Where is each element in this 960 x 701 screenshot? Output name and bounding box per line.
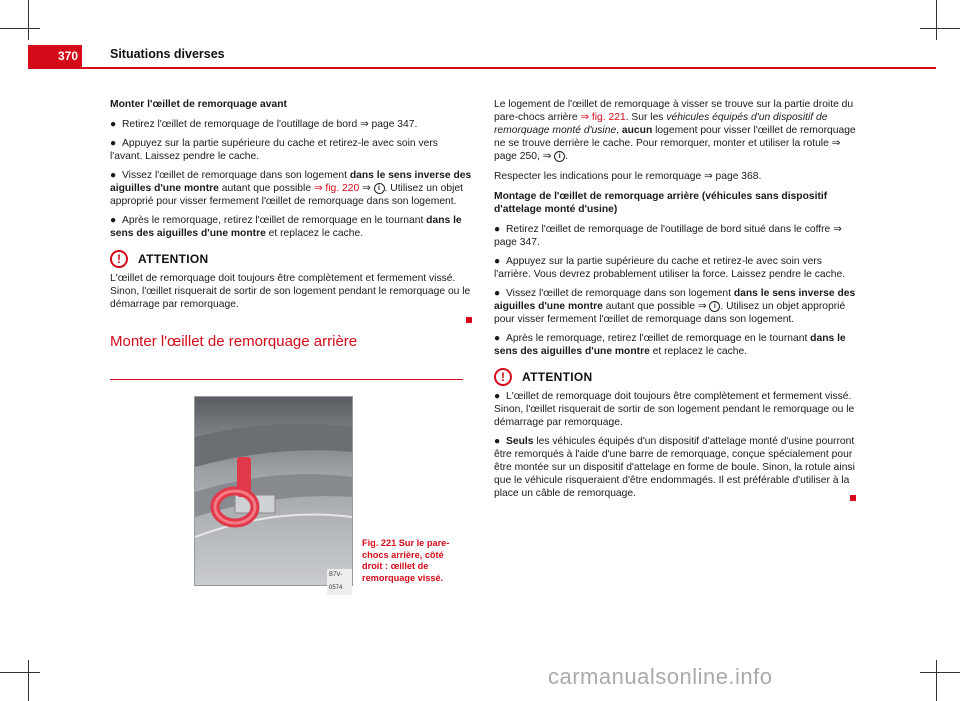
list-item: ● Appuyez sur la partie supérieure du cache et retirez-le avec soin vers l'avant. Laissez pendre le cache. [110, 138, 438, 162]
figure-image [194, 396, 353, 591]
figure-link[interactable]: ⇒ fig. 221 [580, 112, 626, 123]
figure-code: B7V-0574 [327, 569, 352, 595]
bullet-icon: ● [110, 215, 117, 226]
list-item: ● Appuyez sur la partie supérieure du cache et retirez-le avec soin vers l'arrière. Vous devrez probablement utiliser la force. Laissez pendre le cache. [494, 256, 846, 280]
info-icon: i [374, 183, 385, 194]
list-item: ● L'œillet de remorquage doit toujours être complètement et fermement vissé. Sinon, l'œillet risquerait de sortir de son logement pendant le remorquage ou le démarrage par remorquage. [494, 391, 855, 428]
crop-mark [0, 28, 40, 29]
bullet-icon: ● [110, 170, 117, 181]
bullet-icon: ● [110, 119, 117, 130]
list-item: ● Après le remorquage, retirez l'œillet de remorquage en le tournant dans le sens des aiguilles d'une montre et replacez le cache. [110, 215, 462, 239]
info-icon: i [709, 301, 720, 312]
end-mark [850, 495, 856, 501]
crop-mark [936, 660, 937, 701]
bullet-icon: ● [494, 333, 501, 344]
crop-mark [920, 28, 960, 29]
watermark: carmanualsonline.info [548, 664, 773, 689]
bullet-icon: ● [494, 288, 501, 299]
list-item: ● Vissez l'œillet de remorquage dans son logement dans le sens inverse des aiguilles d'une montre autant que possible ⇒ fig. 220 ⇒ i . Utilisez un objet approprié pour visser fermement l'œillet de remorquage dans son logement. [110, 170, 472, 207]
bullet-icon: ● [494, 256, 501, 267]
header-rule [28, 67, 936, 69]
bullet-icon: ● [110, 138, 117, 149]
crop-mark [936, 0, 937, 40]
left-column [110, 98, 472, 327]
crop-mark [28, 0, 29, 40]
section-heading: Monter l'œillet de remorquage avant [110, 99, 287, 110]
subsection-heading: Montage de l'œillet de remorquage arrière (véhicules sans dispositif d'attelage monté d'usine) [494, 191, 828, 215]
section-title: Monter l'œillet de remorquage arrière [110, 333, 358, 350]
attention-header [494, 368, 856, 386]
tow-eye-illustration [195, 397, 352, 585]
list-item: ● Après le remorquage, retirez l'œillet de remorquage en le tournant dans le sens des aiguilles d'une montre et replacez le cache. [494, 333, 846, 357]
list-item: ● Seuls les véhicules équipés d'un dispositif d'attelage monté d'usine pourront être remorqués à l'aide d'une barre de remorquage, conçue spécialement pour être montée sur un dispositif d'attelage en forme de boule. Sinon, la rotule ainsi que le véhicule risqueraient d'être endommagés. Il est préférable d'utiliser à la place un câble de remorquage. [494, 436, 855, 499]
crop-mark [920, 672, 960, 673]
attention-text: L'œillet de remorquage doit toujours être complètement et fermement vissé. Sinon, l'œillet risquerait de sortir de son logement pendant le remorquage ou le démarrage par remorquage. [110, 273, 471, 310]
list-item: ● Retirez l'œillet de remorquage de l'outillage de bord situé dans le coffre ⇒ page 347. [494, 224, 842, 248]
list-item: ● Retirez l'œillet de remorquage de l'outillage de bord ⇒ page 347. [110, 119, 418, 130]
end-mark [466, 317, 472, 323]
section-rule [110, 379, 463, 380]
crop-mark [0, 672, 40, 673]
attention-title: ATTENTION [522, 369, 593, 384]
crop-mark [28, 660, 29, 701]
running-title: Situations diverses [110, 47, 225, 61]
bullet-icon: ● [494, 436, 501, 447]
page-header [28, 45, 936, 67]
figure-caption: Fig. 221 Sur le pare-chocs arrière, côté droit : œillet de remorquage vissé. [362, 538, 450, 583]
right-column [494, 98, 856, 505]
bullet-icon: ● [494, 224, 501, 235]
info-icon: i [554, 151, 565, 162]
attention-header [110, 250, 472, 268]
warning-icon: ! [110, 250, 128, 268]
warning-icon: ! [494, 368, 512, 386]
towing-note: Respecter les indications pour le remorquage ⇒ page 368. [494, 171, 762, 182]
figure-link[interactable]: ⇒ fig. 220 [313, 183, 360, 194]
intro-paragraph: Le logement de l'œillet de remorquage à visser se trouve sur la partie droite du pare-chocs arrière ⇒ fig. 221. Sur les véhicules équipés d'un dispositif de remorquage monté d'usine, aucun logement pour visser l'œillet de remorquage ne se trouve derrière le cache. Pour remorquer, monter et utiliser la rotule ⇒ page 250, ⇒ i . [494, 99, 856, 162]
attention-title: ATTENTION [138, 251, 209, 266]
bullet-icon: ● [494, 391, 501, 402]
list-item: ● Vissez l'œillet de remorquage dans son logement dans le sens inverse des aiguilles d'une montre autant que possible ⇒ i . Utilisez un objet approprié pour visser fermement l'œillet de remorquage dans son logement. [494, 288, 856, 325]
page-number: 370 [28, 45, 82, 67]
